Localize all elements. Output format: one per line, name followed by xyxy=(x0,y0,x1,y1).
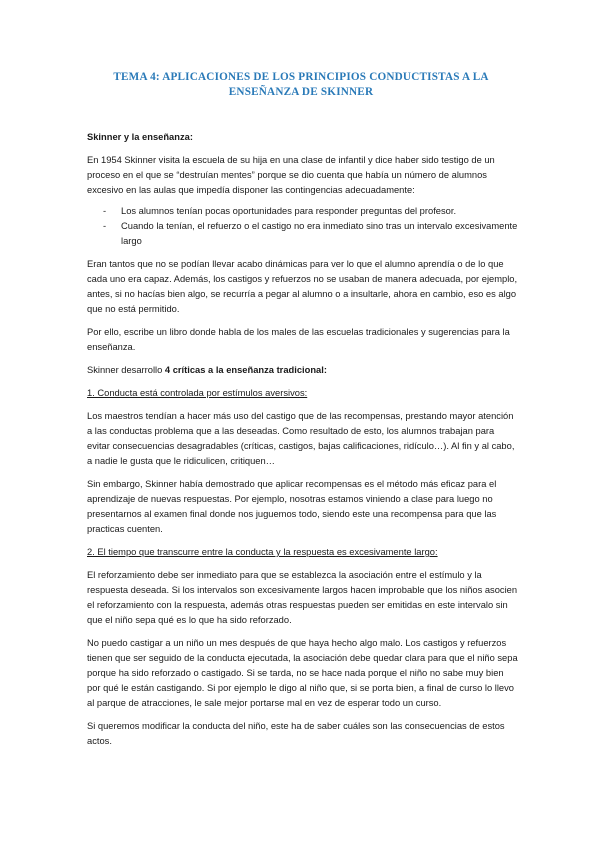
title-line-1: TEMA 4: APLICACIONES DE LOS PRINCIPIOS CONDUCTISTAS A LA xyxy=(113,71,489,83)
paragraph-intro: En 1954 Skinner visita la escuela de su hija en una clase de infantil y dice haber sido testigo de un proceso en el que se “destruían mentes” porque se dio cuenta que había un número de alumnos excesivo en las aulas que impedía disponer las contingencias adecuadamente: xyxy=(87,155,495,195)
paragraph: No puedo castigar a un niño un mes después de que haya hecho algo malo. Los castigos y refuerzos tienen que ser seguido de la conducta ejecutada, la asociación debe quedar clara para que el niño sepa porque ha sido reforzado o castigado. Si se tarda, no se hace nada porque el niño no sabe muy bien por qué le están castigando. Si por ejemplo le digo al niño que, si se porta bien, a final de curso lo llevo al parque de atracciones, le sale mejor portarse mal en vez de esperar todo un curso. xyxy=(87,638,518,708)
title-line-2: ENSEÑANZA DE SKINNER xyxy=(228,86,374,98)
paragraph: Por ello, escribe un libro donde habla de los males de las escuelas tradicionales y sugerencias para la enseñanza. xyxy=(87,327,510,352)
criticas-bold: 4 críticas a la enseñanza tradicional: xyxy=(164,365,327,375)
bullet-marker: - xyxy=(103,206,107,216)
subheading-1: 1. Conducta está controlada por estímulos aversivos: xyxy=(87,388,308,398)
paragraph: Sin embargo, Skinner había demostrado que aplicar recompensas es el método más eficaz para el aprendizaje de nuevas respuestas. Por ejemplo, nosotras estamos viniendo a clase para luego no presentarnos al examen final donde nos juguemos todo, siendo este una recompensa para que las practicas cuenten. xyxy=(87,479,497,534)
document-body xyxy=(87,130,519,757)
paragraph: Los maestros tendían a hacer más uso del castigo que de las recompensas, prestando mayor atención a las conductas problema que a las deseadas. Como resultado de esto, los alumnos trabajan para evitar consecuencias desagradables (críticas, castigos, bajas calificaciones, ridículo…). Al fin y al cabo, a nadie le gusta que le ridiculicen, critiquen… xyxy=(87,411,515,466)
bullet-text: Cuando la tenían, el refuerzo o el castigo no era inmediato sino tras un intervalo excesivamente largo xyxy=(121,221,518,246)
paragraph: Si queremos modificar la conducta del niño, este ha de saber cuáles son las consecuencias de estos actos. xyxy=(87,721,505,746)
document-title xyxy=(86,70,516,100)
bullet-list xyxy=(87,204,519,249)
paragraph: Eran tantos que no se podían llevar acabo dinámicas para ver lo que el alumno aprendía o de lo que cada uno era capaz. Además, los castigos y refuerzos no se usaban de manera adecuada, por ejemplo, antes, si no hacías bien algo, se recurría a pegar al alumno o a insultarle, ahora en cambio, eso es algo que no está permitido. xyxy=(87,259,518,314)
paragraph-criticas xyxy=(87,363,519,378)
paragraph: El reforzamiento debe ser inmediato para que se establezca la asociación entre el estímulo y la respuesta deseada. Si los intervalos son excesivamente largos hacen improbable que los niños asocien el reforzamiento con la respuesta, además otras respuestas pueden ser emitidas en este intervalo sin que el niño sepa qué es lo que ha sido reforzado. xyxy=(87,570,518,625)
bullet-text: Los alumnos tenían pocas oportunidades para responder preguntas del profesor. xyxy=(121,206,457,216)
subheading-2: 2. El tiempo que transcurre entre la conducta y la respuesta es excesivamente largo: xyxy=(87,547,438,557)
section-heading: Skinner y la enseñanza: xyxy=(87,132,193,142)
criticas-prefix: Skinner desarrollo xyxy=(87,365,165,375)
bullet-item xyxy=(87,204,519,219)
bullet-item xyxy=(87,219,519,249)
bullet-marker: - xyxy=(103,221,107,231)
